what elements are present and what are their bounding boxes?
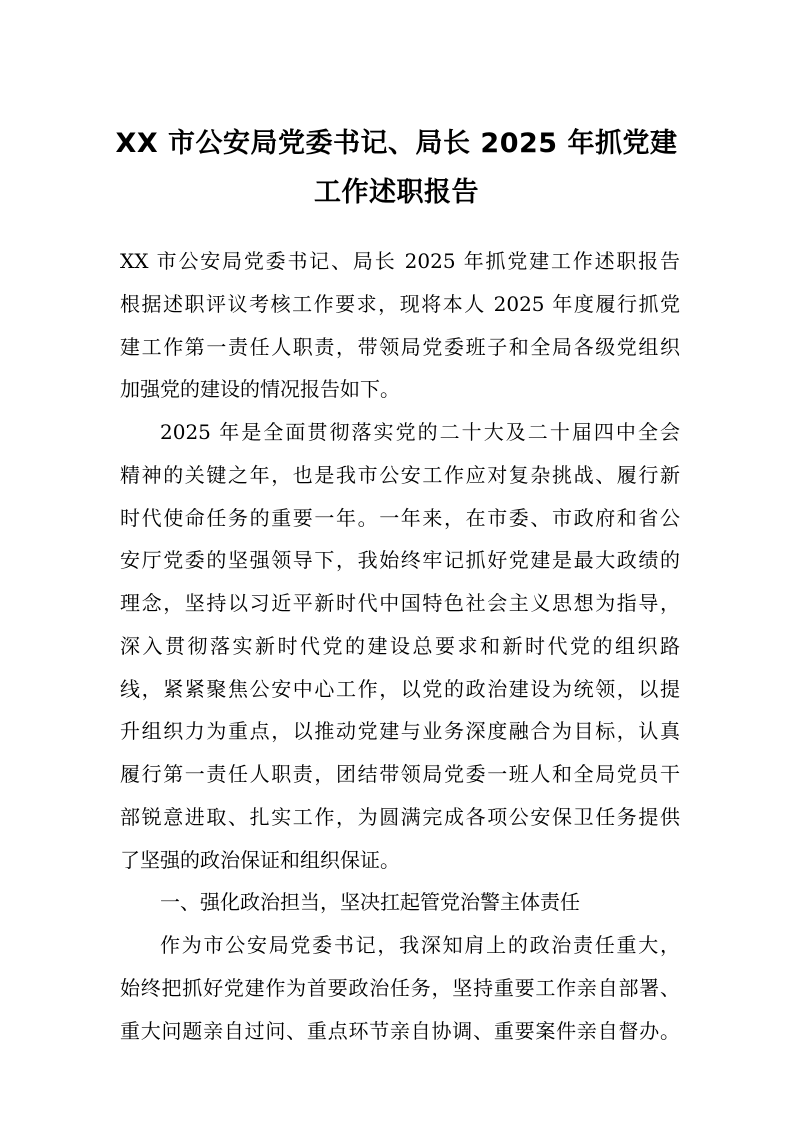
body-line: 深入贯彻落实新时代党的建设总要求和新时代党的组织路	[120, 634, 680, 658]
body-line: XX 市公安局党委书记、局长 2025 年抓党建工作述职报告	[120, 249, 680, 273]
body-line: 精神的关键之年，也是我市公安工作应对复杂挑战、履行新	[120, 463, 680, 487]
body-line: 履行第一责任人职责，团结带领局党委一班人和全局党员干	[120, 762, 680, 786]
body-line: 时代使命任务的重要一年。一年来，在市委、市政府和省公	[120, 506, 680, 530]
body-line: 加强党的建设的情况报告如下。	[120, 377, 400, 401]
body-line: 重大问题亲自过问、重点环节亲自协调、重要案件亲自督办。	[120, 1019, 680, 1043]
body-line: 建工作第一责任人职责，带领局党委班子和全局各级党组织	[120, 335, 680, 359]
body-line: 2025 年是全面贯彻落实党的二十大及二十届四中全会	[160, 420, 680, 444]
body-line: 升组织力为重点，以推动党建与业务深度融合为目标，认真	[120, 719, 680, 743]
body-line: 作为市公安局党委书记，我深知肩上的政治责任重大，	[160, 933, 680, 957]
body-line: 理念，坚持以习近平新时代中国特色社会主义思想为指导，	[120, 591, 680, 615]
body-line: 安厅党委的坚强领导下，我始终牢记抓好党建是最大政绩的	[120, 548, 680, 572]
document-title-line-1: XX 市公安局党委书记、局长 2025 年抓党建	[115, 128, 678, 159]
body-line: 了坚强的政治保证和组织保证。	[120, 848, 400, 872]
section-heading: 一、强化政治担当，坚决扛起管党治警主体责任	[160, 890, 580, 914]
body-line: 始终把抓好党建作为首要政治任务，坚持重要工作亲自部署、	[120, 976, 680, 1000]
document-title-line-2: 工作述职报告	[314, 177, 479, 208]
body-line: 线，紧紧聚焦公安中心工作，以党的政治建设为统领，以提	[120, 677, 680, 701]
body-line: 部锐意进取、扎实工作，为圆满完成各项公安保卫任务提供	[120, 805, 680, 829]
body-line: 根据述职评议考核工作要求，现将本人 2025 年度履行抓党	[120, 292, 680, 316]
